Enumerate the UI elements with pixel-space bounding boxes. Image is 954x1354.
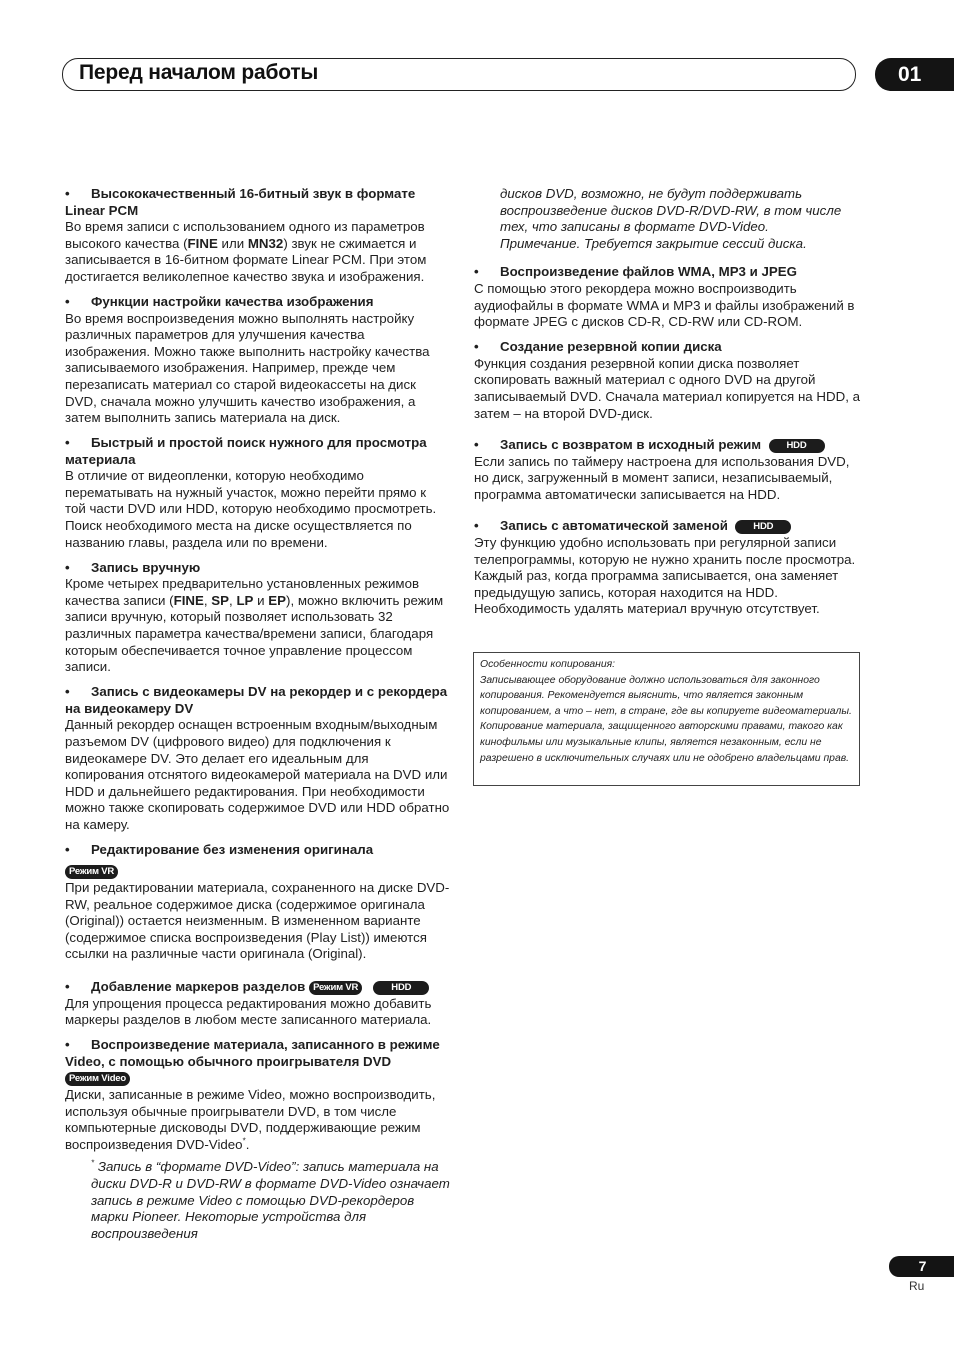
feature-heading: • Функции настройки качества изображения <box>65 293 374 309</box>
feature-heading: • Быстрый и простой поиск нужного для просмотра материала <box>65 435 427 467</box>
feature-body: Данный рекордер оснащен встроенным входным/выходным разъемом DV (цифрового видео) для подключения к видеокамере DV. Это делает его идеальным для копирования отснятого видеокамерой материала на DVD или HDD и дальнейшего редактирования. При необходимости можно также скопировать содержимое DVD или HDD обратно на камеру. <box>65 717 450 832</box>
feature-heading: • Запись с автоматической заменой HDD <box>474 518 860 535</box>
page-title: Перед началом работы <box>79 61 319 84</box>
feature-body: С помощью этого рекордера можно воспроизводить аудиофайлы в формате WMA и MP3 и файлы изображений в формате JPEG с дисков CD-R, CD-RW или CD-ROM. <box>474 280 855 330</box>
footnote-continuation: дисков DVD, возможно, не будут поддерживать воспроизведение дисков DVD-R/DVD-RW, в том числе тех, что записаны в формате DVD-Video. Примечание. Требуется закрытие сессий диска. <box>500 186 842 251</box>
copyright-note-box <box>473 652 860 786</box>
chapter-tab: 01 <box>875 58 954 91</box>
video-mode-badge: Режим Video <box>65 1072 130 1086</box>
feature-wma-mp3-jpeg <box>474 264 860 330</box>
feature-heading: • Воспроизведение материала, записанного в режиме Video, с помощью обычного проигрывателя DVD Режим Video <box>65 1037 440 1085</box>
feature-image-quality <box>65 294 450 427</box>
feature-manual-recording <box>65 560 450 676</box>
feature-body: Диски, записанные в режиме Video, можно воспроизводить, используя обычные проигрыватели DVD, в том числе компьютерные дисководы DVD, поддерживающие режим воспроизведения DVD-Video*. <box>65 1087 436 1152</box>
feature-body: Во время записи с использованием одного из параметров высокого качества (FINE или MN32) звук не сжимается и записывается в 16-битном формате Linear PCM. При этом достигается великолепное качество звука и изображения. <box>65 219 427 284</box>
feature-heading: • Высококачественный 16-битный звук в формате Linear PCM <box>65 186 416 218</box>
feature-heading: • Запись вручную <box>65 559 201 575</box>
feature-chapter-markers <box>65 979 450 1029</box>
feature-body: Функция создания резервной копии диска позволяет скопировать важный материал с одного DVD на другой записываемый DVD. Сначала материал копируется на HDD, а затем – на второй DVD-диск. <box>474 355 860 421</box>
feature-fallback-recording <box>474 437 860 503</box>
feature-heading: • Создание резервной копии диска <box>474 339 722 355</box>
feature-heading: • Воспроизведение файлов WMA, MP3 и JPEG <box>474 264 797 280</box>
hdd-badge: HDD <box>735 520 791 534</box>
feature-heading: • Добавление маркеров разделов Режим VR HDD <box>65 979 450 996</box>
feature-body: Если запись по таймеру настроена для использования DVD, но диск, загруженный в момент записи, незаписываемый, программа автоматически записывается на HDD. <box>474 453 850 502</box>
feature-auto-replace <box>474 518 860 618</box>
vr-mode-badge: Режим VR <box>65 865 118 879</box>
feature-quick-search <box>65 435 450 551</box>
page-number: 7 <box>889 1256 954 1277</box>
footnote: * Запись в “формате DVD-Video”: запись материала на диски DVD-R и DVD-RW в формате DVD-Video означает запись в режиме Video с помощью DVD-рекордеров марки Pioneer. Некоторые устройства для воспроизведения <box>91 1158 450 1241</box>
vr-mode-badge: Режим VR <box>309 981 362 995</box>
feature-body: Кроме четырех предварительно установленных режимов качества записи (FINE, SP, LP и EP), можно включить режим записи вручную, который позволяет использовать 32 различных параметра качества/времени записи, благодаря которым обеспечивается точное управление процессом записи. <box>65 576 444 675</box>
feature-linear-pcm <box>65 186 450 286</box>
note-text: Записывающее оборудование должно использоваться для законного копирования. Рекомендуется выяснить, что является законным копированием, а что – нет, в стране, где вы копируете видеоматериалы. Копирование материала, защищенного авторскими правами, такого как кинофильмы или музыкальные клипы, является незаконным, если не разрешено в исключительных случаях или не одобрено владельцами прав. <box>480 674 852 764</box>
feature-heading: • Запись с возвратом в исходный режим HDD <box>474 437 860 454</box>
right-column <box>474 186 860 626</box>
feature-body: Во время воспроизведения можно выполнять настройку различных параметров для улучшения качества изображения. Можно также выполнить настройку качества записываемого изображения. Например, прежде чем перезаписать материал со старой видеокассеты на диск DVD, сначала можно улучшить качество изображения, а затем выполнить запись материала на диск. <box>65 310 430 426</box>
feature-dv-camcorder <box>65 684 450 833</box>
feature-heading: • Редактирование без изменения оригинала <box>65 841 374 857</box>
title-bar <box>62 58 856 91</box>
feature-body: В отличие от видеопленки, которую необходимо перематывать на нужный участок, можно перейти прямо к той части DVD или HDD, которую необходимо просмотреть. Поиск необходимого места на диске осуществляется по названию главы, раздела или по времени. <box>65 468 437 550</box>
feature-body: Для упрощения процесса редактирования можно добавить маркеры разделов в любом месте записанного материала. <box>65 995 432 1028</box>
hdd-badge: HDD <box>373 981 429 995</box>
feature-disc-backup <box>474 339 860 422</box>
feature-heading: • Запись с видеокамеры DV на рекордер и с рекордера на видеокамеру DV <box>65 684 448 716</box>
feature-body: При редактировании материала, сохраненного на диске DVD-RW, реальное содержимое диска (содержимое оригинала (Original)) остается неизменным. В измененном варианте (содержимое списка воспроизведения (Play List)) имеются ссылки на различные части оригинала (Original). <box>65 880 450 962</box>
left-column <box>65 186 450 1251</box>
note-title: Особенности копирования: <box>480 659 616 670</box>
hdd-badge: HDD <box>769 439 825 453</box>
feature-video-mode-playback <box>65 1037 450 1242</box>
feature-body: Эту функцию удобно использовать при регулярной записи телепрограммы, которую не нужно хранить после просмотра. Каждый раз, когда программа записывается, она заменяет предыдущую запись, которая находится на HDD. Необходимость удалять материал вручную отсутствует. <box>474 535 856 617</box>
feature-non-destructive-edit <box>65 842 450 963</box>
page-language: Ru <box>909 1279 925 1293</box>
